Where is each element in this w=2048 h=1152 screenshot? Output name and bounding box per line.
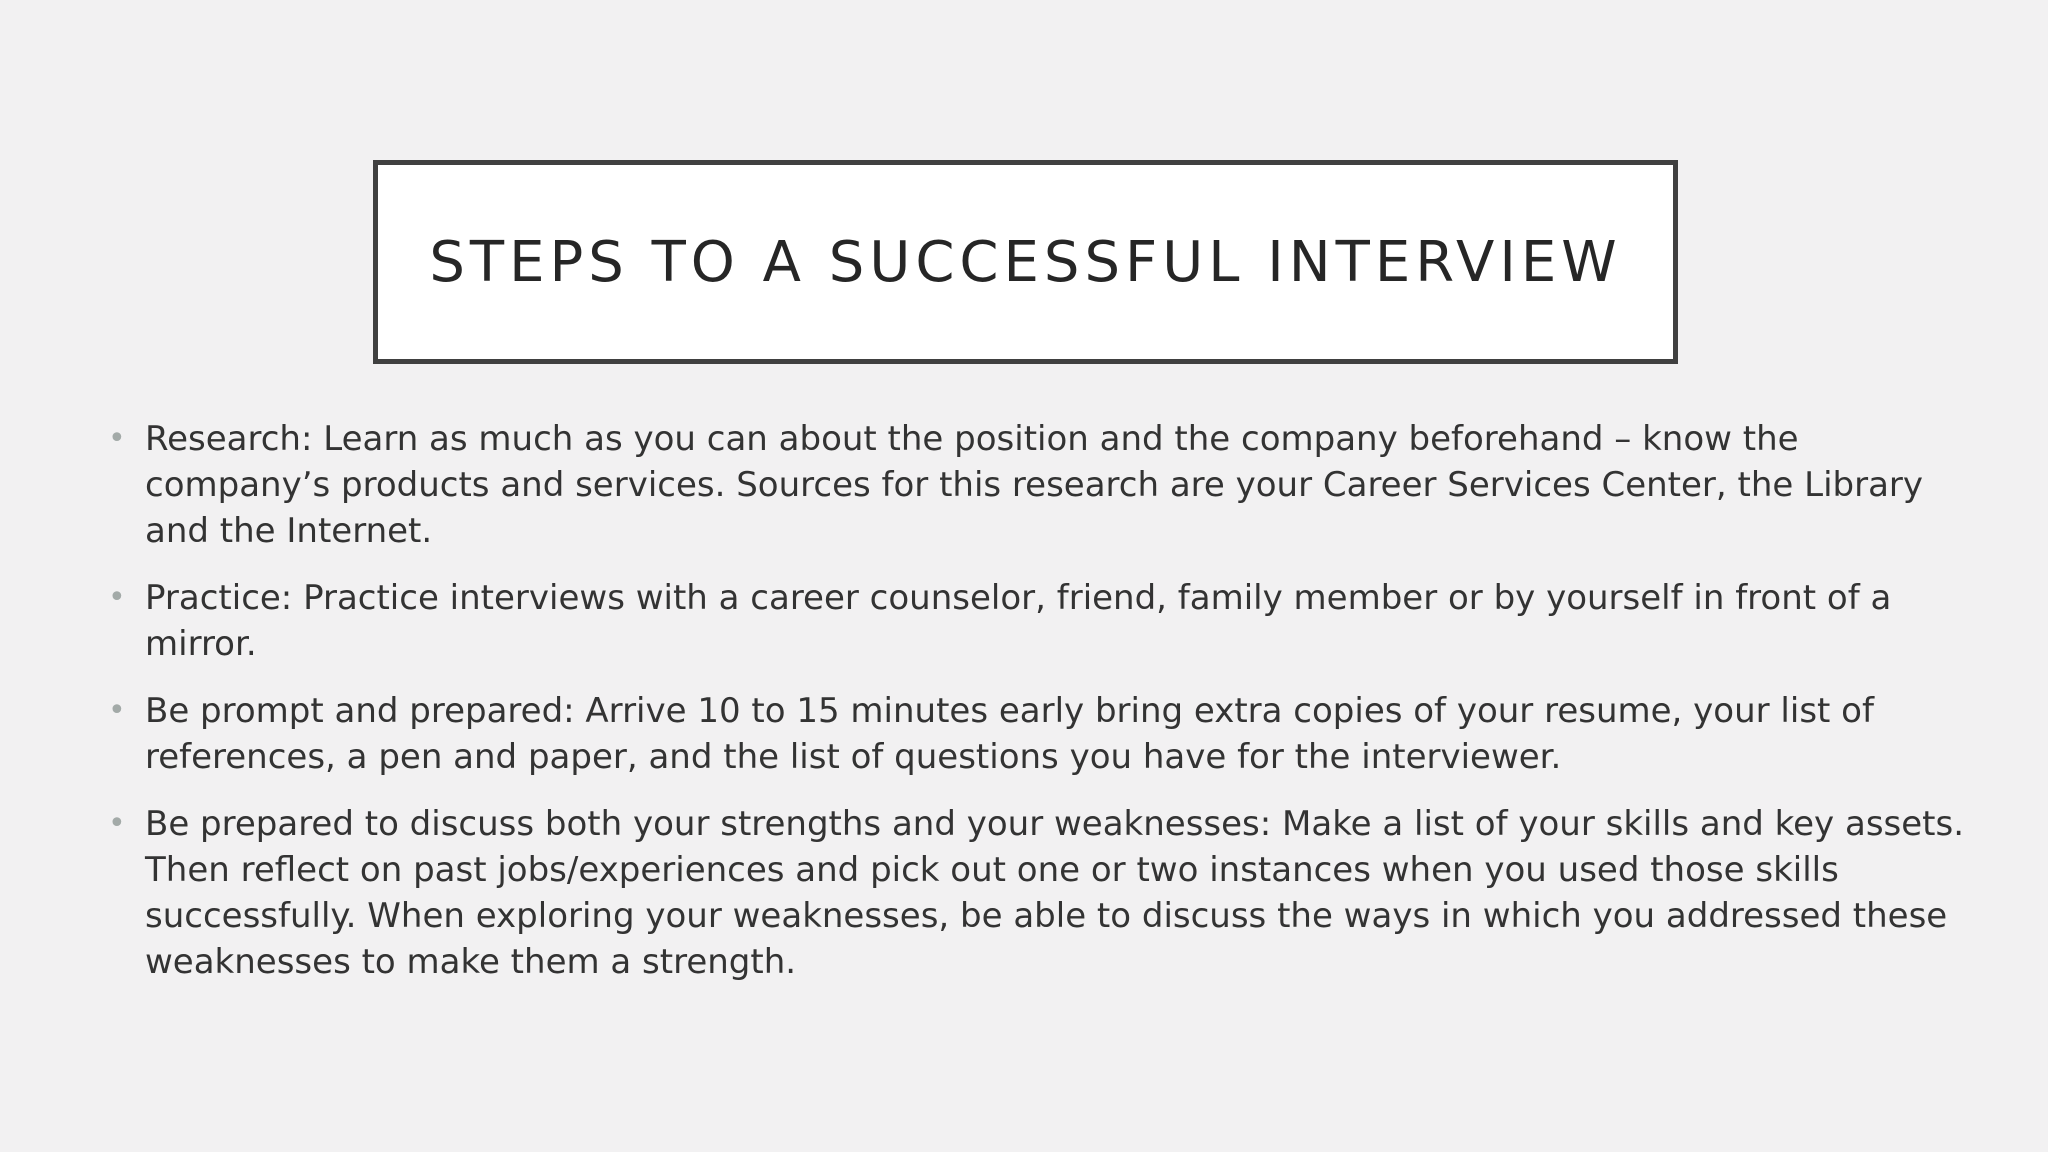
bullet-list	[105, 416, 1985, 1006]
bullet-item-strengths	[105, 801, 1985, 985]
bullet-dot-icon: •	[108, 693, 126, 728]
bullet-item-prompt	[105, 688, 1985, 780]
bullet-text: Research: Learn as much as you can about the position and the company beforehand – know the company’s products and services. Sources for this research are your Career Services Center, the Library and the Internet.	[145, 419, 1924, 551]
title-box	[373, 160, 1678, 364]
bullet-item-practice	[105, 575, 1985, 667]
bullet-dot-icon: •	[108, 421, 126, 456]
bullet-item-research	[105, 416, 1985, 554]
slide-title: STEPS TO A SUCCESSFUL INTERVIEW	[429, 229, 1622, 295]
bullet-dot-icon: •	[108, 580, 126, 615]
bullet-dot-icon: •	[108, 806, 126, 841]
bullet-text: Practice: Practice interviews with a career counselor, friend, family member or by yourself in front of a mirror.	[145, 578, 1892, 664]
bullet-text: Be prompt and prepared: Arrive 10 to 15 minutes early bring extra copies of your resume, your list of references, a pen and paper, and the list of questions you have for the interviewer.	[145, 691, 1874, 777]
bullet-text: Be prepared to discuss both your strengths and your weaknesses: Make a list of your skills and key assets. Then reflect on past jobs/experiences and pick out one or two instances when you used those skills successfully. When exploring your weaknesses, be able to discuss the ways in which you addressed these weaknesses to make them a strength.	[145, 804, 1965, 982]
